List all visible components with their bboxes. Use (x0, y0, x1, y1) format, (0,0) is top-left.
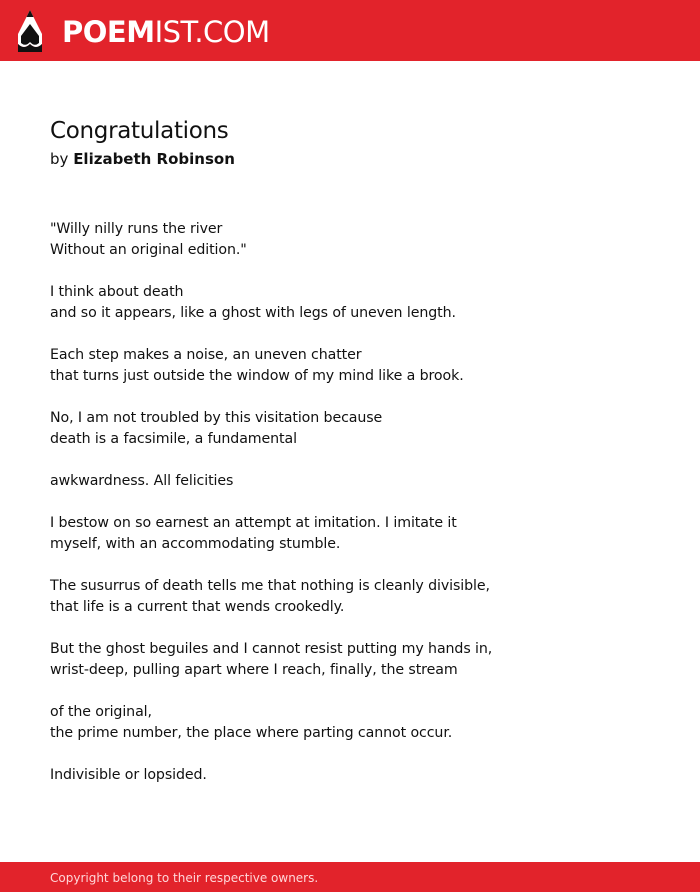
poem-line: Without an original edition." (50, 242, 247, 258)
site-logo-link[interactable] (62, 12, 270, 52)
copyright-notice: Copyright belong to their respective owners. (50, 871, 319, 885)
poem-line: Each step makes a noise, an uneven chatter (50, 347, 362, 363)
poem-stanza (50, 639, 610, 681)
poem-stanza (50, 408, 610, 450)
poem-line: death is a facsimile, a fundamental (50, 431, 297, 447)
poem-line: I think about death (50, 284, 184, 300)
logo-light-text: IST.COM (154, 15, 270, 49)
poem-line: of the original, (50, 704, 152, 720)
poem-stanza (50, 471, 610, 492)
poem-line: awkwardness. All felicities (50, 473, 234, 489)
by-label: by (50, 150, 69, 168)
poem-line: No, I am not troubled by this visitation because (50, 410, 383, 426)
poem-line: wrist-deep, pulling apart where I reach, finally, the stream (50, 662, 458, 678)
poem-line: The susurrus of death tells me that nothing is cleanly divisible, (50, 578, 490, 594)
logo-bold-text: POEM (62, 15, 155, 49)
poem-line: But the ghost beguiles and I cannot resist putting my hands in, (50, 641, 493, 657)
site-footer (0, 862, 700, 892)
poem-title: Congratulations (50, 118, 229, 144)
poem-stanza (50, 282, 610, 324)
poem-line: and so it appears, like a ghost with legs of uneven length. (50, 305, 456, 321)
poem-stanza (50, 513, 610, 555)
poem-line: myself, with an accommodating stumble. (50, 536, 341, 552)
poem-line: that turns just outside the window of my mind like a brook. (50, 368, 464, 384)
poem-line: the prime number, the place where parting cannot occur. (50, 725, 453, 741)
poem-byline (50, 148, 235, 170)
poem-line: "Willy nilly runs the river (50, 221, 223, 237)
author-name: Elizabeth Robinson (73, 150, 235, 168)
poem-line: that life is a current that wends crookedly. (50, 599, 345, 615)
poem-stanza (50, 576, 610, 618)
poem-stanza (50, 702, 610, 744)
poem-line: I bestow on so earnest an attempt at imitation. I imitate it (50, 515, 457, 531)
poem-stanza (50, 765, 610, 786)
poem-stanza (50, 219, 610, 261)
poem-stanza (50, 345, 610, 387)
site-header (0, 0, 700, 61)
poem-line: Indivisible or lopsided. (50, 767, 207, 783)
pencil-tip-icon[interactable] (18, 10, 42, 52)
poem-body (50, 219, 610, 807)
